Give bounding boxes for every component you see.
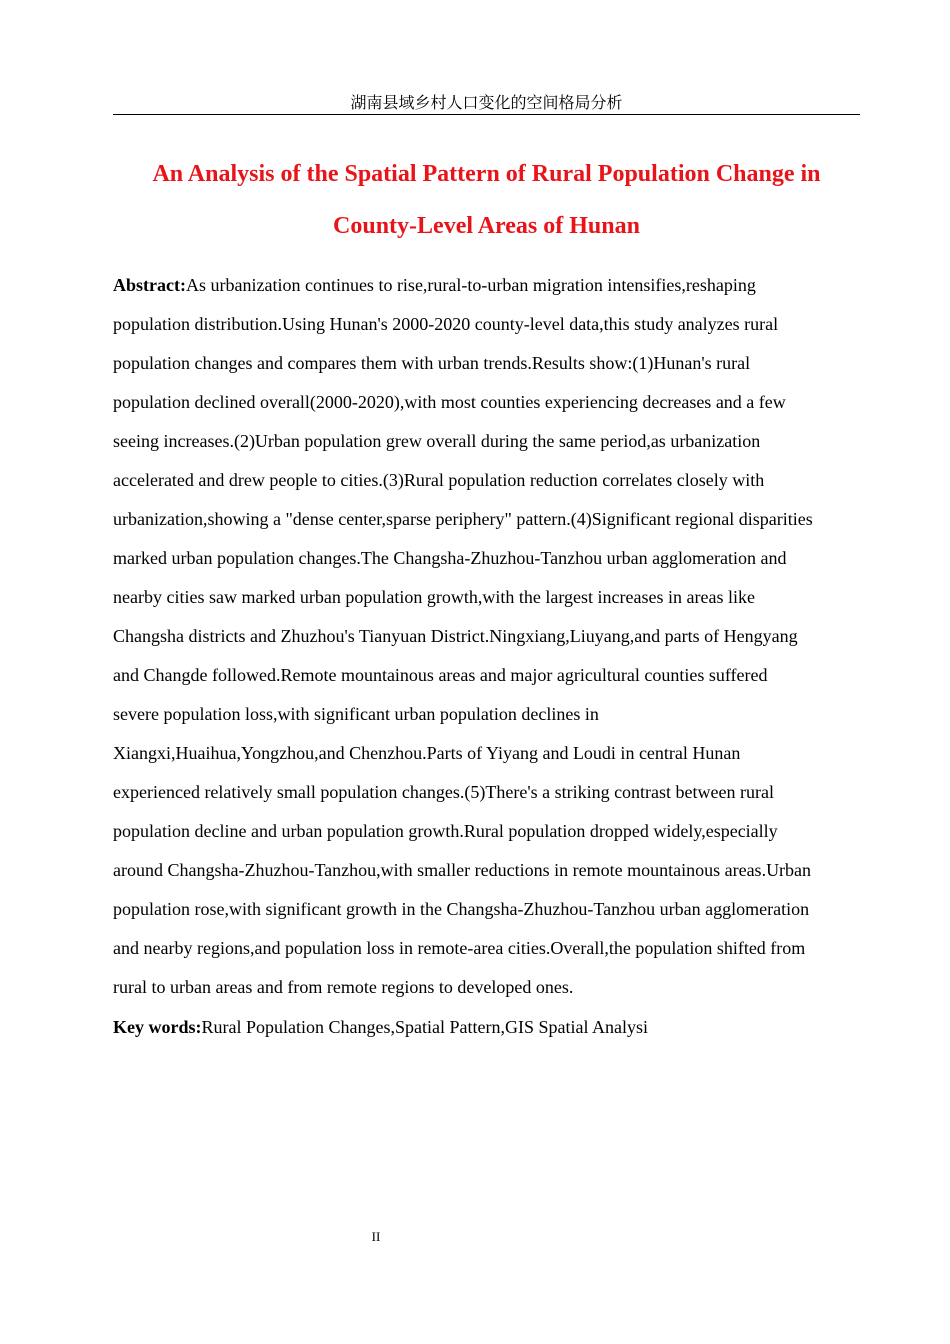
running-header-title: 湖南县域乡村人口变化的空间格局分析 <box>350 93 623 112</box>
keywords-text: Rural Population Changes,Spatial Pattern,GIS Spatial Analysi <box>201 1017 648 1037</box>
paper-title: An Analysis of the Spatial Pattern of Rural Population Change in County-Level Areas of Hunan <box>152 161 821 239</box>
running-header <box>113 92 860 115</box>
page-number: II <box>371 1229 381 1244</box>
abstract-label: Abstract: <box>113 275 186 295</box>
keywords-label: Key words: <box>113 1017 202 1037</box>
keywords-paragraph <box>113 1014 860 1040</box>
abstract-text: As urbanization continues to rise,rural-to-urban migration intensifies,reshaping population distribution.Using Hunan's 2000-2020 county-level data,this study analyzes rural population changes and compares them with urban trends.Results show:(1)Hunan's rural population declined overall(2000-2020),with most counties experiencing decreases and a few seeing increases.(2)Urban population grew overall during the same period,as urbanization accelerated and drew people to cities.(3)Rural population reduction correlates closely with urbanization,showing a "dense center,sparse periphery" pattern.(4)Significant regional disparities marked urban population changes.The Changsha-Zhuzhou-Tanzhou urban agglomeration and nearby cities saw marked urban population growth,with the largest increases in areas like Changsha districts and Zhuzhou's Tianyuan District.Ningxiang,Liuyang,and parts of Hengyang and Changde followed.Remote mountainous areas and major agricultural counties suffered severe population loss,with significant urban population declines in Xiangxi,Huaihua,Yongzhou,and Chenzhou.Parts of Yiyang and Loudi in central Hunan experienced relatively small population changes.(5)There's a striking contrast between rural population decline and urban population growth.Rural population dropped widely,especially around Changsha-Zhuzhou-Tanzhou,with smaller reductions in remote mountainous areas.Urban population rose,with significant growth in the Changsha-Zhuzhou-Tanzhou urban agglomeration and nearby regions,and population loss in remote-area cities.Overall,the population shifted from rural to urban areas and from remote regions to developed ones. <box>113 275 813 997</box>
abstract-paragraph <box>113 266 860 1007</box>
